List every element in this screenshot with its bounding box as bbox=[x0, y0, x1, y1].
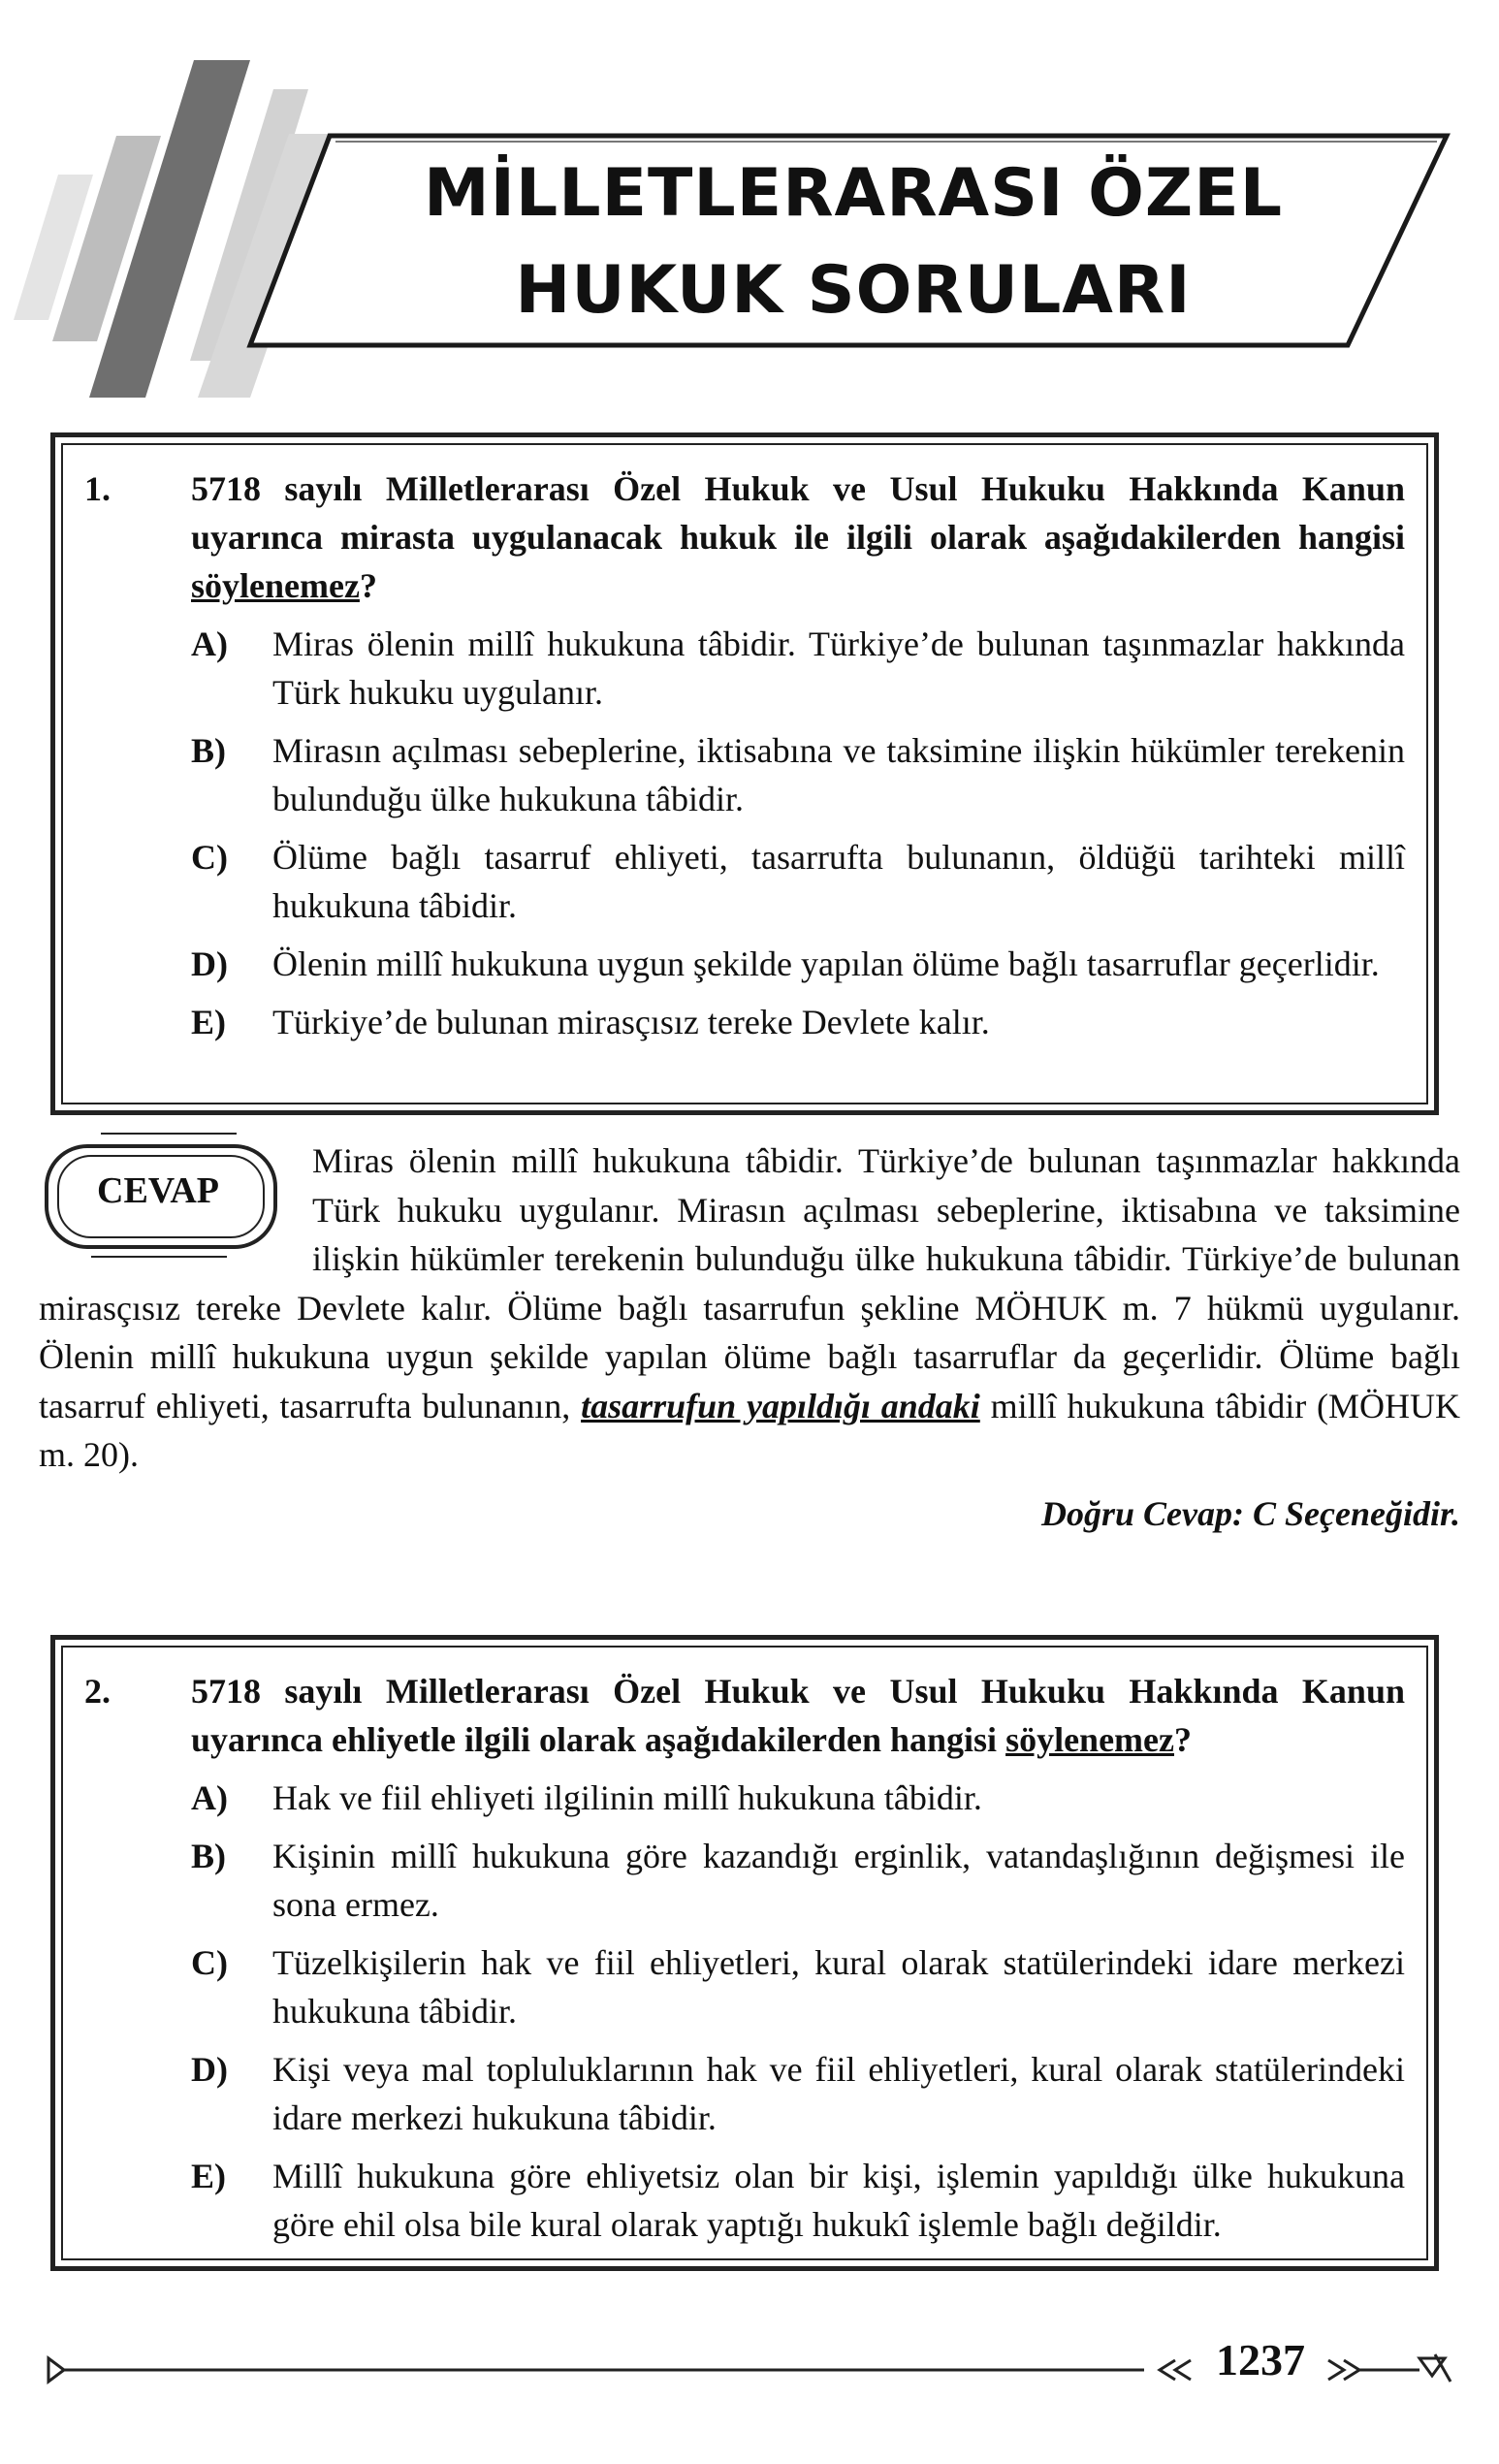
chevron-right-icon bbox=[1328, 2360, 1359, 2380]
question-number: 2. bbox=[84, 1672, 111, 1711]
option-letter: D) bbox=[191, 944, 228, 983]
question-stem-end: ? bbox=[1174, 1720, 1192, 1759]
option-letter: E) bbox=[191, 1003, 226, 1041]
question-2-box bbox=[50, 1635, 1439, 2271]
option-letter: D) bbox=[191, 2050, 228, 2089]
chevron-left-icon bbox=[1160, 2360, 1191, 2380]
option-b[interactable] bbox=[84, 1832, 1405, 1929]
option-text: Miras ölenin millî hukukuna tâbidir. Türkiye’de bulunan taşınmazlar hakkında Türk hukuku uygulanır. bbox=[272, 624, 1405, 712]
answer-text: Miras ölenin millî hukukuna tâbidir. Türkiye’de bulunan taşınmazlar hakkında Türk hukuku uygulanır. Mirasın açılması sebeplerine, iktisabına ve taksimine ilişkin hükümler terekenin bulunduğu ülke hukukuna tâbidir. Türkiye’de bulunan mirasçısız tereke Devlete kalır. Ölüme bağlı tasarrufun şekline MÖHUK m. 7 hükmü uygulanır. Ölenin millî hukukuna uygun şekilde yapılan ölüme bağlı tasarruflar da geçerlidir. Ölüme bağlı tasarruf ehliyeti, tasarrufta bulunanın, bbox=[39, 1141, 1460, 1425]
question-1-stem bbox=[84, 464, 1405, 610]
option-text: Millî hukukuna göre ehliyetsiz olan bir kişi, işlemin yapıldığı ülke hukukuna göre ehil olsa bile kural olarak yaptığı hukukî işlemle bağlı değildir. bbox=[272, 2157, 1405, 2244]
option-c[interactable] bbox=[84, 1938, 1405, 2035]
question-stem-emphasis: söylenemez bbox=[191, 566, 360, 605]
option-text: Kişinin millî hukukuna göre kazandığı erginlik, vatandaşlığının değişmesi ile sona ermez. bbox=[272, 1837, 1405, 1924]
option-letter: C) bbox=[191, 838, 228, 877]
option-letter: E) bbox=[191, 2157, 226, 2195]
page-title-line2: HUKUK SORULARI bbox=[515, 252, 1192, 329]
option-d[interactable] bbox=[84, 2045, 1405, 2142]
page-title bbox=[368, 145, 1338, 339]
option-text: Kişi veya mal topluluklarının hak ve fiil ehliyetleri, kural olarak statülerindeki idare merkezi hukukuna tâbidir. bbox=[272, 2050, 1405, 2137]
option-e[interactable] bbox=[84, 998, 1405, 1046]
option-text: Hak ve fiil ehliyeti ilgilinin millî hukukuna tâbidir. bbox=[272, 1778, 982, 1817]
question-stem-emphasis: söylenemez bbox=[1005, 1720, 1174, 1759]
question-stem-end: ? bbox=[359, 566, 377, 605]
page-number: 1237 bbox=[1216, 2335, 1305, 2384]
question-2-stem bbox=[84, 1667, 1405, 1764]
option-letter: C) bbox=[191, 1943, 228, 1982]
answer-badge-label: CEVAP bbox=[97, 1170, 219, 1211]
option-text: Türkiye’de bulunan mirasçısız tereke Devlete kalır. bbox=[272, 1003, 990, 1041]
option-text: Ölenin millî hukukuna uygun şekilde yapılan ölüme bağlı tasarruflar geçerlidir. bbox=[272, 944, 1380, 983]
option-text: Ölüme bağlı tasarruf ehliyeti, tasarrufta bulunanın, öldüğü tarihteki millî hukukuna tâbidir. bbox=[272, 838, 1405, 925]
page-title-line1: MİLLETLERARASI ÖZEL bbox=[423, 155, 1284, 232]
option-letter: B) bbox=[191, 1837, 226, 1875]
option-letter: A) bbox=[191, 1778, 228, 1817]
question-stem-text: 5718 sayılı Milletlerarası Özel Hukuk ve Usul Hukuku Hakkında Kanun uyarınca mirasta uygulanacak hukuk ile ilgili olarak aşağıdakilerden hangisi bbox=[191, 469, 1405, 557]
option-letter: A) bbox=[191, 624, 228, 663]
question-stem-text: 5718 sayılı Milletlerarası Özel Hukuk ve Usul Hukuku Hakkında Kanun uyarınca ehliyetle ilgili olarak aşağıdakilerden hangisi bbox=[191, 1672, 1405, 1759]
answer-text-end: millî hukukuna tâbidir (MÖHUK m. 20). bbox=[39, 1386, 1461, 1474]
option-a[interactable] bbox=[84, 1774, 1405, 1822]
question-1-box bbox=[50, 432, 1439, 1115]
question-number: 1. bbox=[84, 469, 111, 508]
option-text: Mirasın açılması sebeplerine, iktisabına ve taksimine ilişkin hükümler terekenin bulunduğu ülke hukukuna tâbidir. bbox=[272, 731, 1405, 818]
option-text: Tüzelkişilerin hak ve fiil ehliyetleri, kural olarak statülerindeki idare merkezi hukukuna tâbidir. bbox=[272, 1943, 1405, 2031]
option-a[interactable] bbox=[84, 620, 1405, 717]
answer-emphasis: tasarrufun yapıldığı andaki bbox=[581, 1386, 980, 1425]
option-e[interactable] bbox=[84, 2152, 1405, 2249]
option-d[interactable] bbox=[84, 940, 1405, 988]
option-c[interactable] bbox=[84, 833, 1405, 930]
option-b[interactable] bbox=[84, 726, 1405, 823]
answer-explanation bbox=[39, 1136, 1460, 1480]
option-letter: B) bbox=[191, 731, 226, 770]
correct-answer: Doğru Cevap: C Seçeneğidir. bbox=[1041, 1494, 1460, 1533]
